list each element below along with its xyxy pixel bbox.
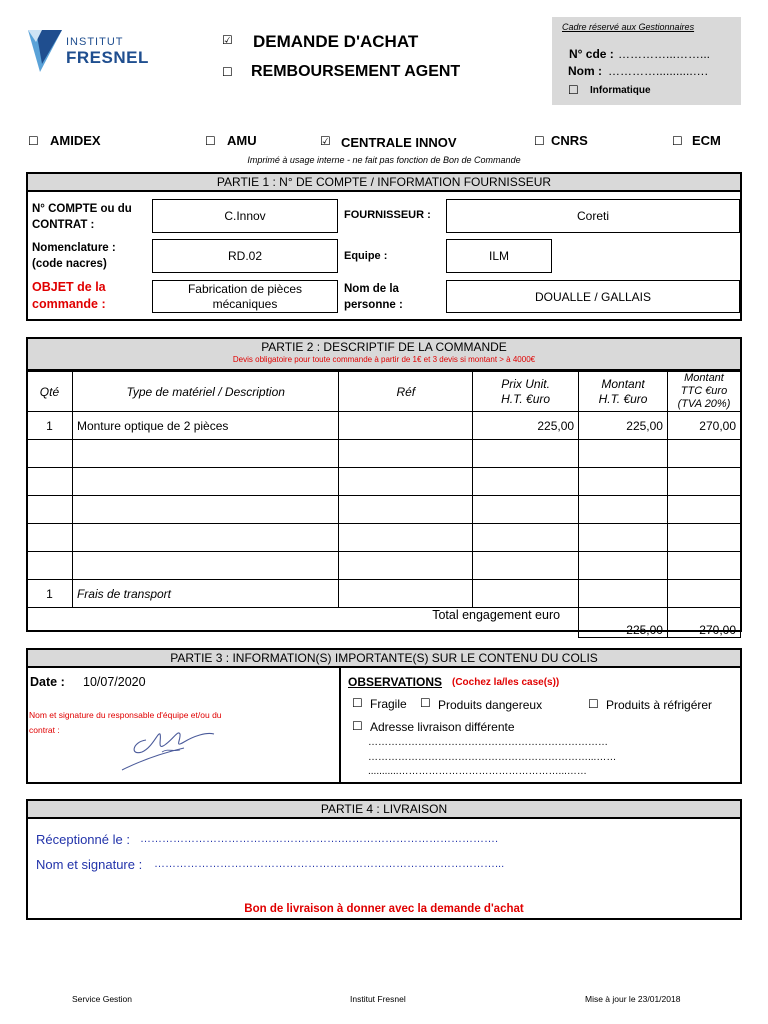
- row-ttc[interactable]: [667, 580, 740, 608]
- row-ht[interactable]: [579, 440, 668, 468]
- header-montant-ttc: [667, 372, 740, 412]
- compte-label: N° COMPTE ou du CONTRAT :: [32, 203, 132, 231]
- row-ht[interactable]: [579, 524, 668, 552]
- row-desc[interactable]: [72, 552, 338, 580]
- row-ref[interactable]: [339, 496, 473, 524]
- header-prix: Prix Unit. H.T. €uro: [473, 372, 579, 412]
- row-ttc[interactable]: [667, 524, 740, 552]
- items-header-row: [27, 372, 741, 412]
- table-row[interactable]: [27, 440, 741, 468]
- partie2-note: Devis obligatoire pour toute commande à partir de 1€ et 3 devis si montant > à 4000€: [232, 355, 536, 364]
- org-amidex-checkbox[interactable]: ☐: [28, 134, 39, 148]
- row-ttc[interactable]: [667, 552, 740, 580]
- gestion-box: [552, 17, 741, 105]
- objet-field[interactable]: Fabrication de pièces mécaniques: [152, 280, 338, 313]
- date-value[interactable]: 10/07/2020: [83, 675, 146, 689]
- row-qte[interactable]: [27, 524, 73, 552]
- footer-center: Institut Fresnel: [350, 994, 406, 1004]
- nom-signature-label: Nom et signature :: [36, 857, 143, 872]
- row-desc[interactable]: [72, 440, 338, 468]
- adresse-line-3[interactable]: ...........…………………………………………...……: [368, 766, 587, 777]
- receptionne-label: Réceptionné le :: [36, 832, 130, 847]
- adresse-line-2[interactable]: …………………………………………………………...……: [368, 752, 617, 763]
- objet-label: OBJET de la commande :: [32, 280, 106, 311]
- observations-hint: (Cochez la/les case(s)): [452, 677, 560, 688]
- org-amidex-label: AMIDEX: [50, 133, 101, 148]
- row-ttc[interactable]: [667, 440, 740, 468]
- row-ht[interactable]: [579, 580, 668, 608]
- receptionne-dots[interactable]: ……………………………………………….…………………………………….: [140, 833, 499, 845]
- nomenclature-label: Nomenclature : (code nacres): [32, 242, 116, 270]
- partie2-title: PARTIE 2 : DESCRIPTIF DE LA COMMANDE: [261, 340, 507, 354]
- header-tva: (TVA 20%): [677, 398, 731, 410]
- ncde-label: N° cde :: [569, 47, 614, 61]
- observations-label: OBSERVATIONS: [348, 675, 443, 689]
- fragile-checkbox[interactable]: ☐: [352, 696, 363, 710]
- nom-dots[interactable]: …………...........….: [608, 64, 709, 78]
- row-ref[interactable]: [339, 412, 473, 440]
- row-qte[interactable]: [27, 468, 73, 496]
- org-centrale-label: CENTRALE INNOV: [341, 135, 457, 150]
- row-desc[interactable]: [72, 468, 338, 496]
- row-ref[interactable]: [339, 468, 473, 496]
- nom-label: Nom :: [568, 64, 602, 78]
- equipe-label: Equipe :: [344, 250, 388, 262]
- personne-field[interactable]: DOUALLE / GALLAIS: [446, 280, 740, 313]
- refrigerer-checkbox[interactable]: ☐: [588, 697, 599, 711]
- row-ttc[interactable]: 270,00: [667, 412, 740, 440]
- total-label: Total engagement euro: [27, 608, 579, 638]
- total-row: [27, 608, 741, 638]
- row-qte[interactable]: [27, 552, 73, 580]
- org-centrale-checkbox[interactable]: ☑: [320, 134, 331, 148]
- row-qte[interactable]: 1: [27, 580, 73, 608]
- partie4-title: PARTIE 4 : LIVRAISON: [26, 799, 742, 819]
- date-label: Date :: [30, 675, 65, 689]
- row-ht[interactable]: [579, 496, 668, 524]
- partie3-divider: [339, 668, 341, 784]
- org-amu-label: AMU: [227, 133, 257, 148]
- usage-note: Imprimé à usage interne - ne fait pas fonction de Bon de Commande: [247, 155, 521, 165]
- row-qte[interactable]: [27, 440, 73, 468]
- total-ttc: 270,00: [667, 608, 740, 638]
- row-ht[interactable]: [579, 468, 668, 496]
- signature-note: Nom et signature du responsable d'équipe et/ou du contrat :: [29, 710, 222, 735]
- logo-line2: FRESNEL: [66, 48, 149, 67]
- remboursement-label: REMBOURSEMENT AGENT: [251, 63, 461, 80]
- informatique-label: Informatique: [590, 85, 651, 96]
- footer-right: Mise à jour le 23/01/2018: [585, 994, 681, 1004]
- row-prix[interactable]: 225,00: [473, 412, 579, 440]
- header-montant-ht: Montant H.T. €uro: [579, 372, 668, 412]
- informatique-checkbox[interactable]: ☐: [568, 83, 579, 97]
- dangereux-checkbox[interactable]: ☐: [420, 696, 431, 710]
- gestion-title: Cadre réservé aux Gestionnaires: [562, 22, 695, 32]
- fournisseur-label: FOURNISSEUR :: [344, 209, 431, 221]
- row-ttc[interactable]: [667, 468, 740, 496]
- org-cnrs-label: CNRS: [551, 133, 588, 148]
- equipe-field[interactable]: ILM: [446, 239, 552, 273]
- institut-fresnel-logo: [28, 28, 153, 74]
- table-row[interactable]: [27, 468, 741, 496]
- header-montant-ttc-label: Montant TTC €uro: [680, 372, 728, 397]
- row-ref[interactable]: [339, 580, 473, 608]
- header-type: Type de matériel / Description: [72, 372, 338, 412]
- fournisseur-field[interactable]: Coreti: [446, 199, 740, 233]
- row-prix[interactable]: [473, 468, 579, 496]
- table-row[interactable]: [27, 552, 741, 580]
- adresse-label: Adresse livraison différente: [370, 720, 515, 734]
- row-ref[interactable]: [339, 524, 473, 552]
- remboursement-checkbox[interactable]: ☐: [222, 65, 233, 79]
- nom-signature-dots[interactable]: …………………………………………………………………………………...: [154, 858, 505, 870]
- org-ecm-label: ECM: [692, 133, 721, 148]
- header-ref: Réf: [339, 372, 473, 412]
- partie2-title-bar: [26, 337, 742, 371]
- row-qte[interactable]: 1: [27, 412, 73, 440]
- bon-livraison-note: Bon de livraison à donner avec la demande d'achat: [244, 903, 524, 915]
- fragile-label: Fragile: [370, 697, 407, 711]
- compte-field[interactable]: C.Innov: [152, 199, 338, 233]
- row-ref[interactable]: [339, 552, 473, 580]
- demande-checkbox[interactable]: ☑: [222, 33, 233, 47]
- header-qte: Qté: [27, 372, 73, 412]
- personne-label: Nom de la personne :: [344, 283, 403, 311]
- row-desc[interactable]: [72, 496, 338, 524]
- table-row[interactable]: [27, 496, 741, 524]
- dangereux-label: Produits dangereux: [438, 698, 543, 712]
- table-row[interactable]: [27, 580, 741, 608]
- demande-label: DEMANDE D'ACHAT: [253, 32, 419, 51]
- row-ht[interactable]: 225,00: [579, 412, 668, 440]
- table-row[interactable]: [27, 524, 741, 552]
- nomenclature-field[interactable]: RD.02: [152, 239, 338, 273]
- org-amu-checkbox[interactable]: ☐: [205, 134, 216, 148]
- org-cnrs-checkbox[interactable]: ☐: [534, 134, 545, 148]
- footer-left: Service Gestion: [72, 994, 132, 1004]
- adresse-checkbox[interactable]: ☐: [352, 719, 363, 733]
- adresse-line-1[interactable]: ………………………………………………………………: [368, 737, 608, 748]
- row-desc[interactable]: Monture optique de 2 pièces: [72, 412, 338, 440]
- fresnel-logo-icon: [28, 28, 64, 74]
- row-prix[interactable]: [473, 440, 579, 468]
- row-ref[interactable]: [339, 440, 473, 468]
- ncde-dots[interactable]: …………...……...: [618, 47, 711, 61]
- total-ht: 225,00: [579, 608, 668, 638]
- row-desc[interactable]: Frais de transport: [72, 580, 338, 608]
- row-prix[interactable]: [473, 580, 579, 608]
- table-row[interactable]: [27, 412, 741, 440]
- items-table: [26, 371, 741, 638]
- partie3-title: PARTIE 3 : INFORMATION(S) IMPORTANTE(S) SUR LE CONTENU DU COLIS: [26, 648, 742, 668]
- signature-image: [118, 722, 218, 772]
- row-ttc[interactable]: [667, 496, 740, 524]
- logo-line1: INSTITUT: [66, 36, 124, 48]
- row-prix[interactable]: [473, 552, 579, 580]
- row-prix[interactable]: [473, 496, 579, 524]
- row-qte[interactable]: [27, 496, 73, 524]
- refrigerer-label: Produits à réfrigérer: [606, 698, 713, 712]
- row-ht[interactable]: [579, 552, 668, 580]
- org-ecm-checkbox[interactable]: ☐: [672, 134, 683, 148]
- partie1-title: PARTIE 1 : N° DE COMPTE / INFORMATION FOURNISSEUR: [26, 172, 742, 192]
- row-desc[interactable]: [72, 524, 338, 552]
- row-prix[interactable]: [473, 524, 579, 552]
